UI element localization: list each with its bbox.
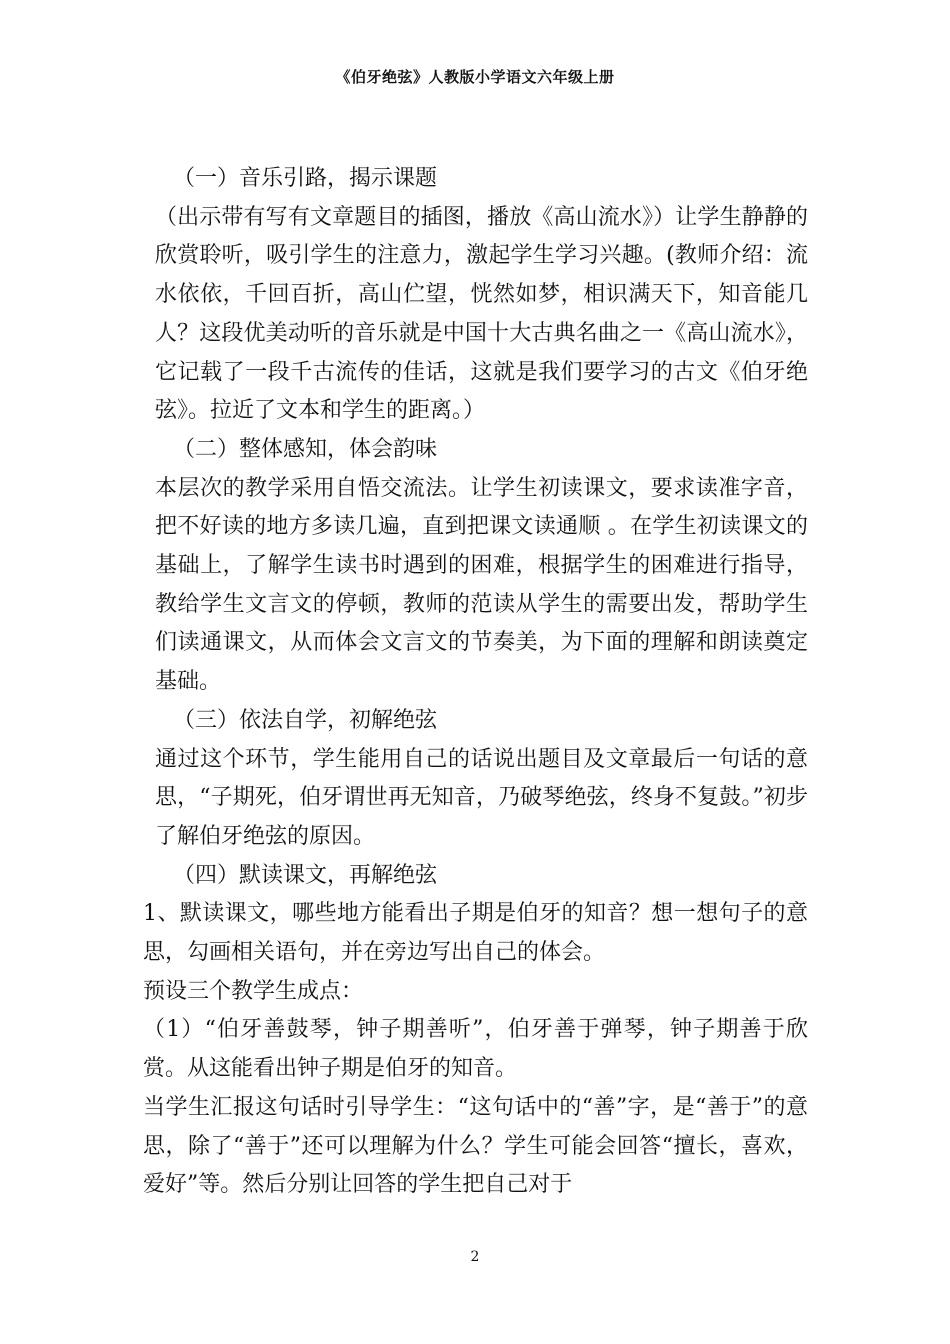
section-2-heading: （二）整体感知，体会韵味 xyxy=(173,436,438,462)
page-header-title: 《伯牙绝弦》人教版小学语文六年级上册 xyxy=(335,68,615,86)
section-3-paragraph: 通过这个环节，学生能用自己的话说出题目及文章最后一句话的意思，“子期死，伯牙谓世再无知音，乃破琴绝弦，终身不复鼓。”初步了解伯牙绝弦的原因。 xyxy=(155,746,808,849)
section-2-paragraph: 本层次的教学采用自悟交流法。让学生初读课文，要求读准字音，把不好读的地方多读几遍，直到把课文读通顺 。在学生初读课文的基础上，了解学生读书时遇到的困难，根据学生的困难进行指导，教给学生文言文的停顿，教师的范读从学生的需要出发，帮助学生们读通课文，从而体会文言文的节奏美，为下面的理解和朗读奠定基础。 xyxy=(155,475,808,695)
section-1-heading: （一）音乐引路，揭示课题 xyxy=(173,166,438,191)
page-number: 2 xyxy=(470,1249,480,1265)
document-body xyxy=(143,160,808,1205)
section-4-preset: 预设三个教学生成点： xyxy=(143,978,364,1004)
section-4-item-1: 1、默读课文，哪些地方能看出子期是伯牙的知音？想一想句子的意思，勾画相关语句，并在旁边写出自己的体会。 xyxy=(143,901,808,966)
section-4-guidance: 当学生汇报这句话时引导学生：“这句话中的“善”字，是“善于”的意思，除了“善于”还可以理解为什么？学生可能会回答“擅长，喜欢，爱好”等。然后分别让回答的学生把自己对于 xyxy=(143,1094,808,1198)
section-1-paragraph: （出示带有写有文章题目的插图，播放《高山流水》）让学生静静的欣赏聆听，吸引学生的注意力，激起学生学习兴趣。(教师介绍：流水依依，千回百折，高山伫望，恍然如梦，相识满天下，知音能几人？这段优美动听的音乐就是中国十大古典名曲之一《高山流水》，它记载了一段千古流传的佳话，这就是我们要学习的古文《伯牙绝弦》。拉近了文本和学生的距离。） xyxy=(155,204,808,424)
section-4-heading: （四）默读课文，再解绝弦 xyxy=(173,862,438,888)
section-3-heading: （三）依法自学，初解绝弦 xyxy=(173,707,438,733)
section-4-point-1: （1）“伯牙善鼓琴，钟子期善听”，伯牙善于弹琴，钟子期善于欣赏。从这能看出钟子期是伯牙的知音。 xyxy=(143,1017,808,1082)
